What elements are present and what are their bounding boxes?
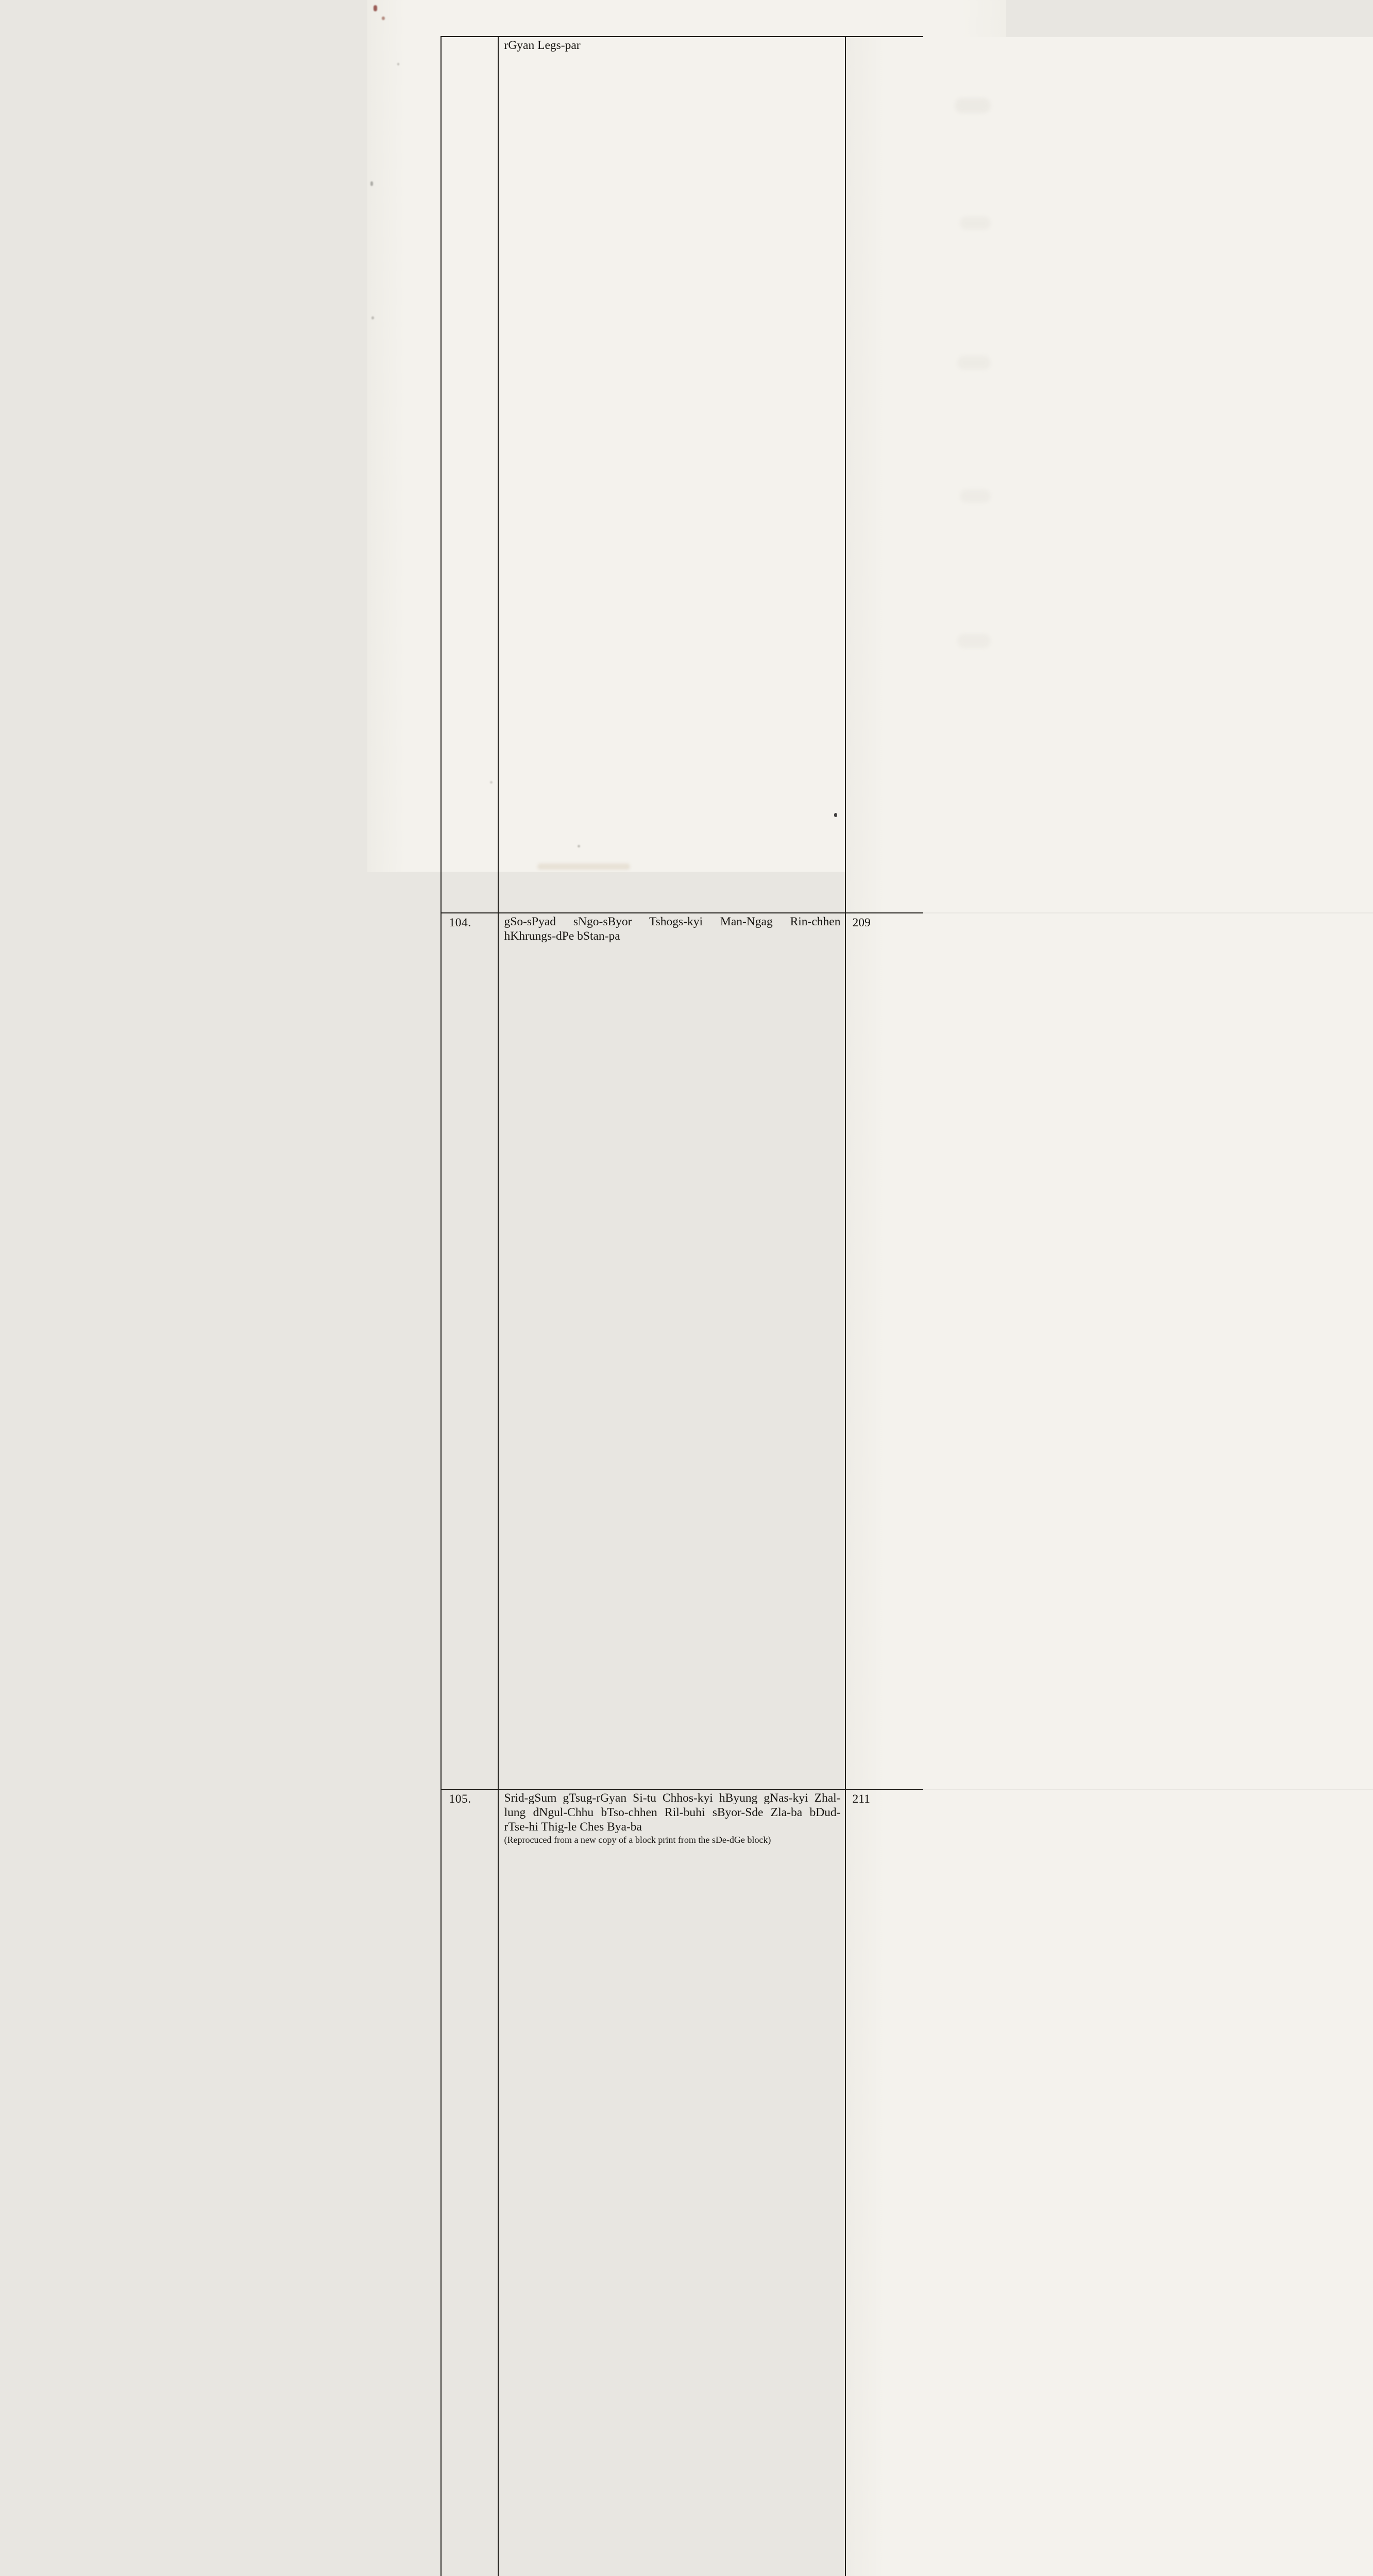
source-note-text: (Reprocuced from a new copy of a block print from the sDe-dGe block) [504,1835,771,1845]
book-index-table [440,36,923,2576]
title-text-line [504,929,841,943]
scan-speck [371,316,374,319]
scan-speck [397,63,399,65]
page-number-cell: 211 [846,1790,1373,2576]
scan-speck [382,16,385,20]
title-note-line [504,1834,841,1846]
title-text-line [504,1791,841,1805]
title-text: rTse-hi Thig-le Ches Bya-ba [504,1820,642,1834]
title-text: rGyan Legs-par [504,39,581,52]
title-text: lung dNgul-Chhu bTso-chhen Ril-buhi sByor-Sde Zla-ba bDud- [504,1806,841,1819]
title-cell [499,1790,846,2576]
scanned-document-page [367,0,1006,872]
entry-number-cell: 104. [442,913,499,1789]
title-text: Srid-gSum gTsug-rGyan Si-tu Chhos-kyi hByung gNas-kyi Zhal- [504,1791,841,1805]
scan-speck [370,181,373,186]
table-row [442,913,922,1790]
page-number-cell: 209 [846,913,1373,1789]
title-text-line [504,38,841,53]
entry-number-cell [442,37,499,912]
table-row [442,37,922,913]
title-text-line [504,1820,841,1834]
table-row [442,1790,922,2576]
title-cell [499,37,846,912]
title-text-line [504,914,841,929]
title-cell [499,913,846,1789]
title-text: hKhrungs-dPe bStan-pa [504,929,620,943]
page-number-cell [846,37,1373,912]
title-text: gSo-sPyad sNgo-sByor Tshogs-kyi Man-Ngag Rin-chhen [504,915,841,928]
title-text-line [504,1805,841,1820]
scan-speck [374,5,377,11]
entry-number-cell: 105. [442,1790,499,2576]
